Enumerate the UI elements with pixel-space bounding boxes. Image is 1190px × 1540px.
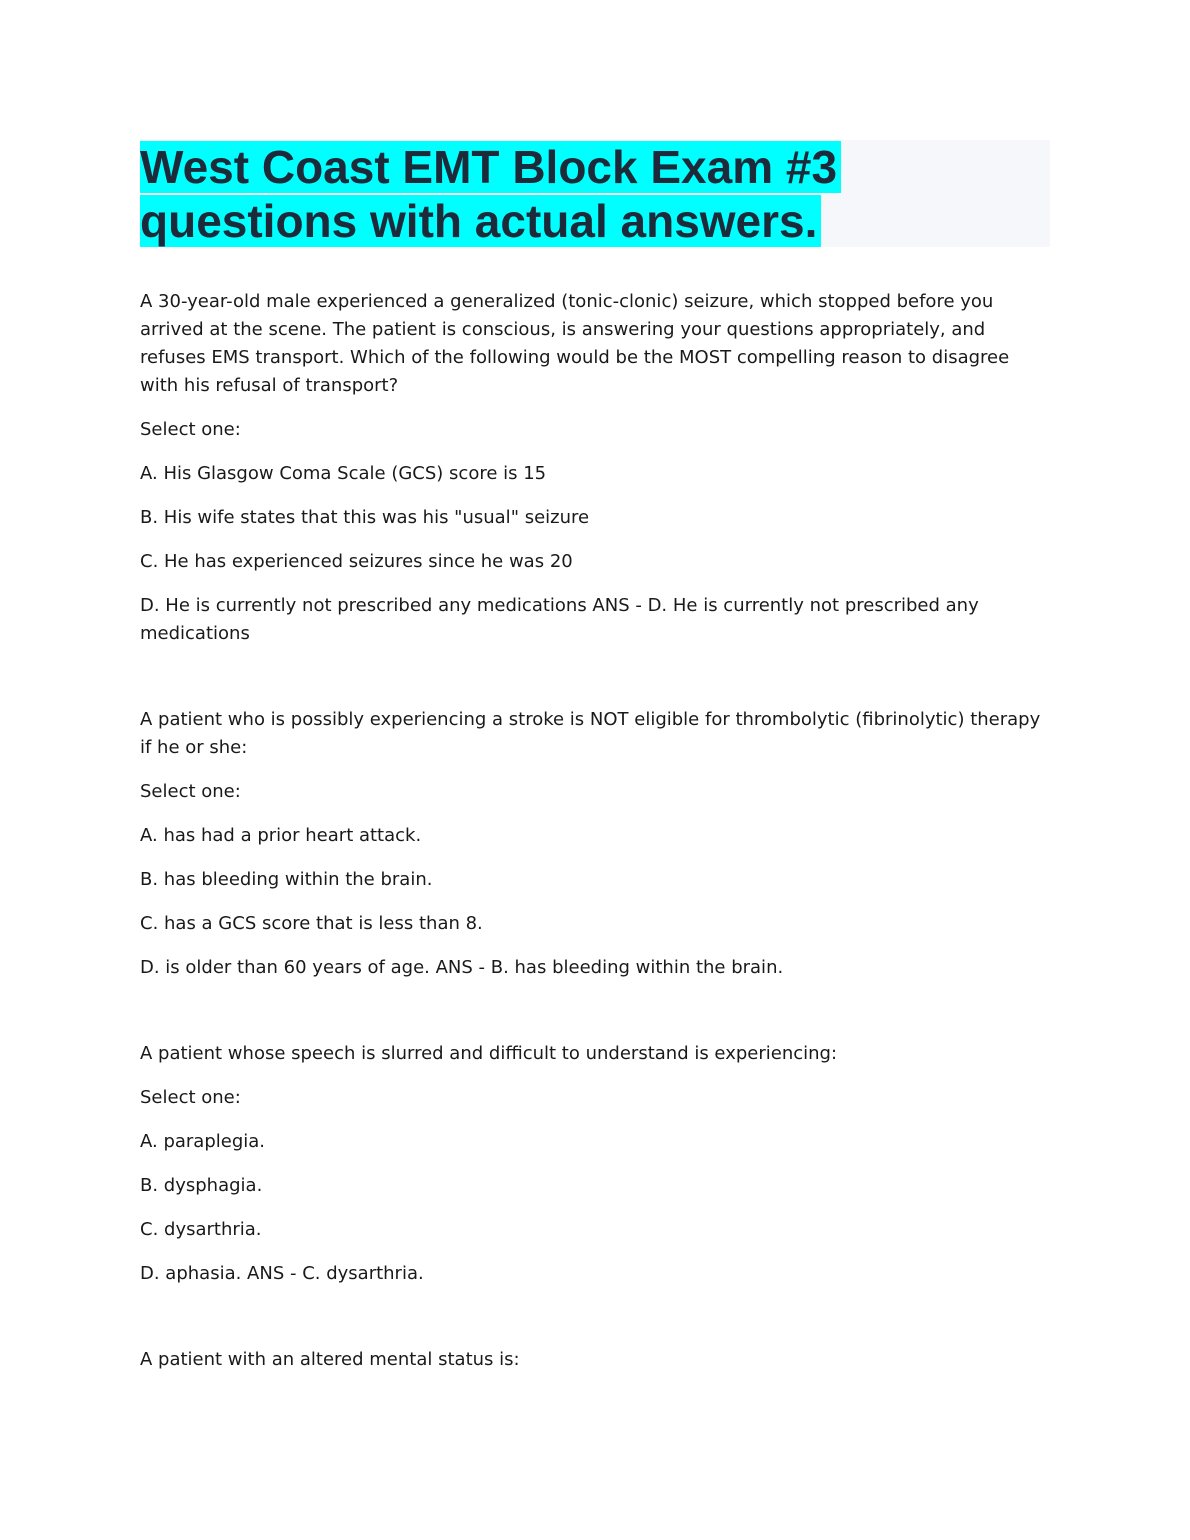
question-stem: A patient with an altered mental status is: bbox=[140, 1349, 520, 1370]
answer-option-d: D. aphasia. ANS - C. dysarthria. bbox=[140, 1263, 424, 1284]
question-stem: A patient whose speech is slurred and difficult to understand is experiencing: bbox=[140, 1043, 838, 1064]
answer-option-b: B. has bleeding within the brain. bbox=[140, 869, 433, 890]
answer-option-c: C. has a GCS score that is less than 8. bbox=[140, 913, 483, 934]
title-line-1: West Coast EMT Block Exam #3 bbox=[140, 141, 841, 193]
title-line-2: questions with actual answers. bbox=[140, 195, 821, 247]
answer-option-b: B. His wife states that this was his "usual" seizure bbox=[140, 507, 590, 528]
question-3 bbox=[140, 1040, 1050, 1288]
document-title bbox=[140, 140, 1050, 248]
questions-content bbox=[140, 288, 1050, 1390]
title-block bbox=[140, 140, 1050, 247]
answer-option-d: D. He is currently not prescribed any medications ANS - D. He is currently not prescribed any medications bbox=[140, 595, 979, 644]
question-stem: A 30-year-old male experienced a generalized (tonic-clonic) seizure, which stopped before you arrived at the scene. The patient is conscious, is answering your questions appropriately, and refuses EMS transport. Which of the following would be the MOST compelling reason to disagree with his refusal of transport? bbox=[140, 291, 1010, 396]
answer-option-c: C. He has experienced seizures since he was 20 bbox=[140, 551, 573, 572]
answer-option-b: B. dysphagia. bbox=[140, 1175, 263, 1196]
question-4 bbox=[140, 1346, 1050, 1374]
answer-option-c: C. dysarthria. bbox=[140, 1219, 262, 1240]
answer-option-d: D. is older than 60 years of age. ANS - B. has bleeding within the brain. bbox=[140, 957, 784, 978]
question-stem: A patient who is possibly experiencing a stroke is NOT eligible for thrombolytic (fibrinolytic) therapy if he or she: bbox=[140, 709, 1041, 758]
question-1 bbox=[140, 288, 1050, 648]
select-one-label: Select one: bbox=[140, 1087, 241, 1108]
answer-option-a: A. has had a prior heart attack. bbox=[140, 825, 422, 846]
answer-option-a: A. paraplegia. bbox=[140, 1131, 266, 1152]
answer-option-a: A. His Glasgow Coma Scale (GCS) score is 15 bbox=[140, 463, 547, 484]
question-2 bbox=[140, 706, 1050, 982]
select-one-label: Select one: bbox=[140, 781, 241, 802]
select-one-label: Select one: bbox=[140, 419, 241, 440]
